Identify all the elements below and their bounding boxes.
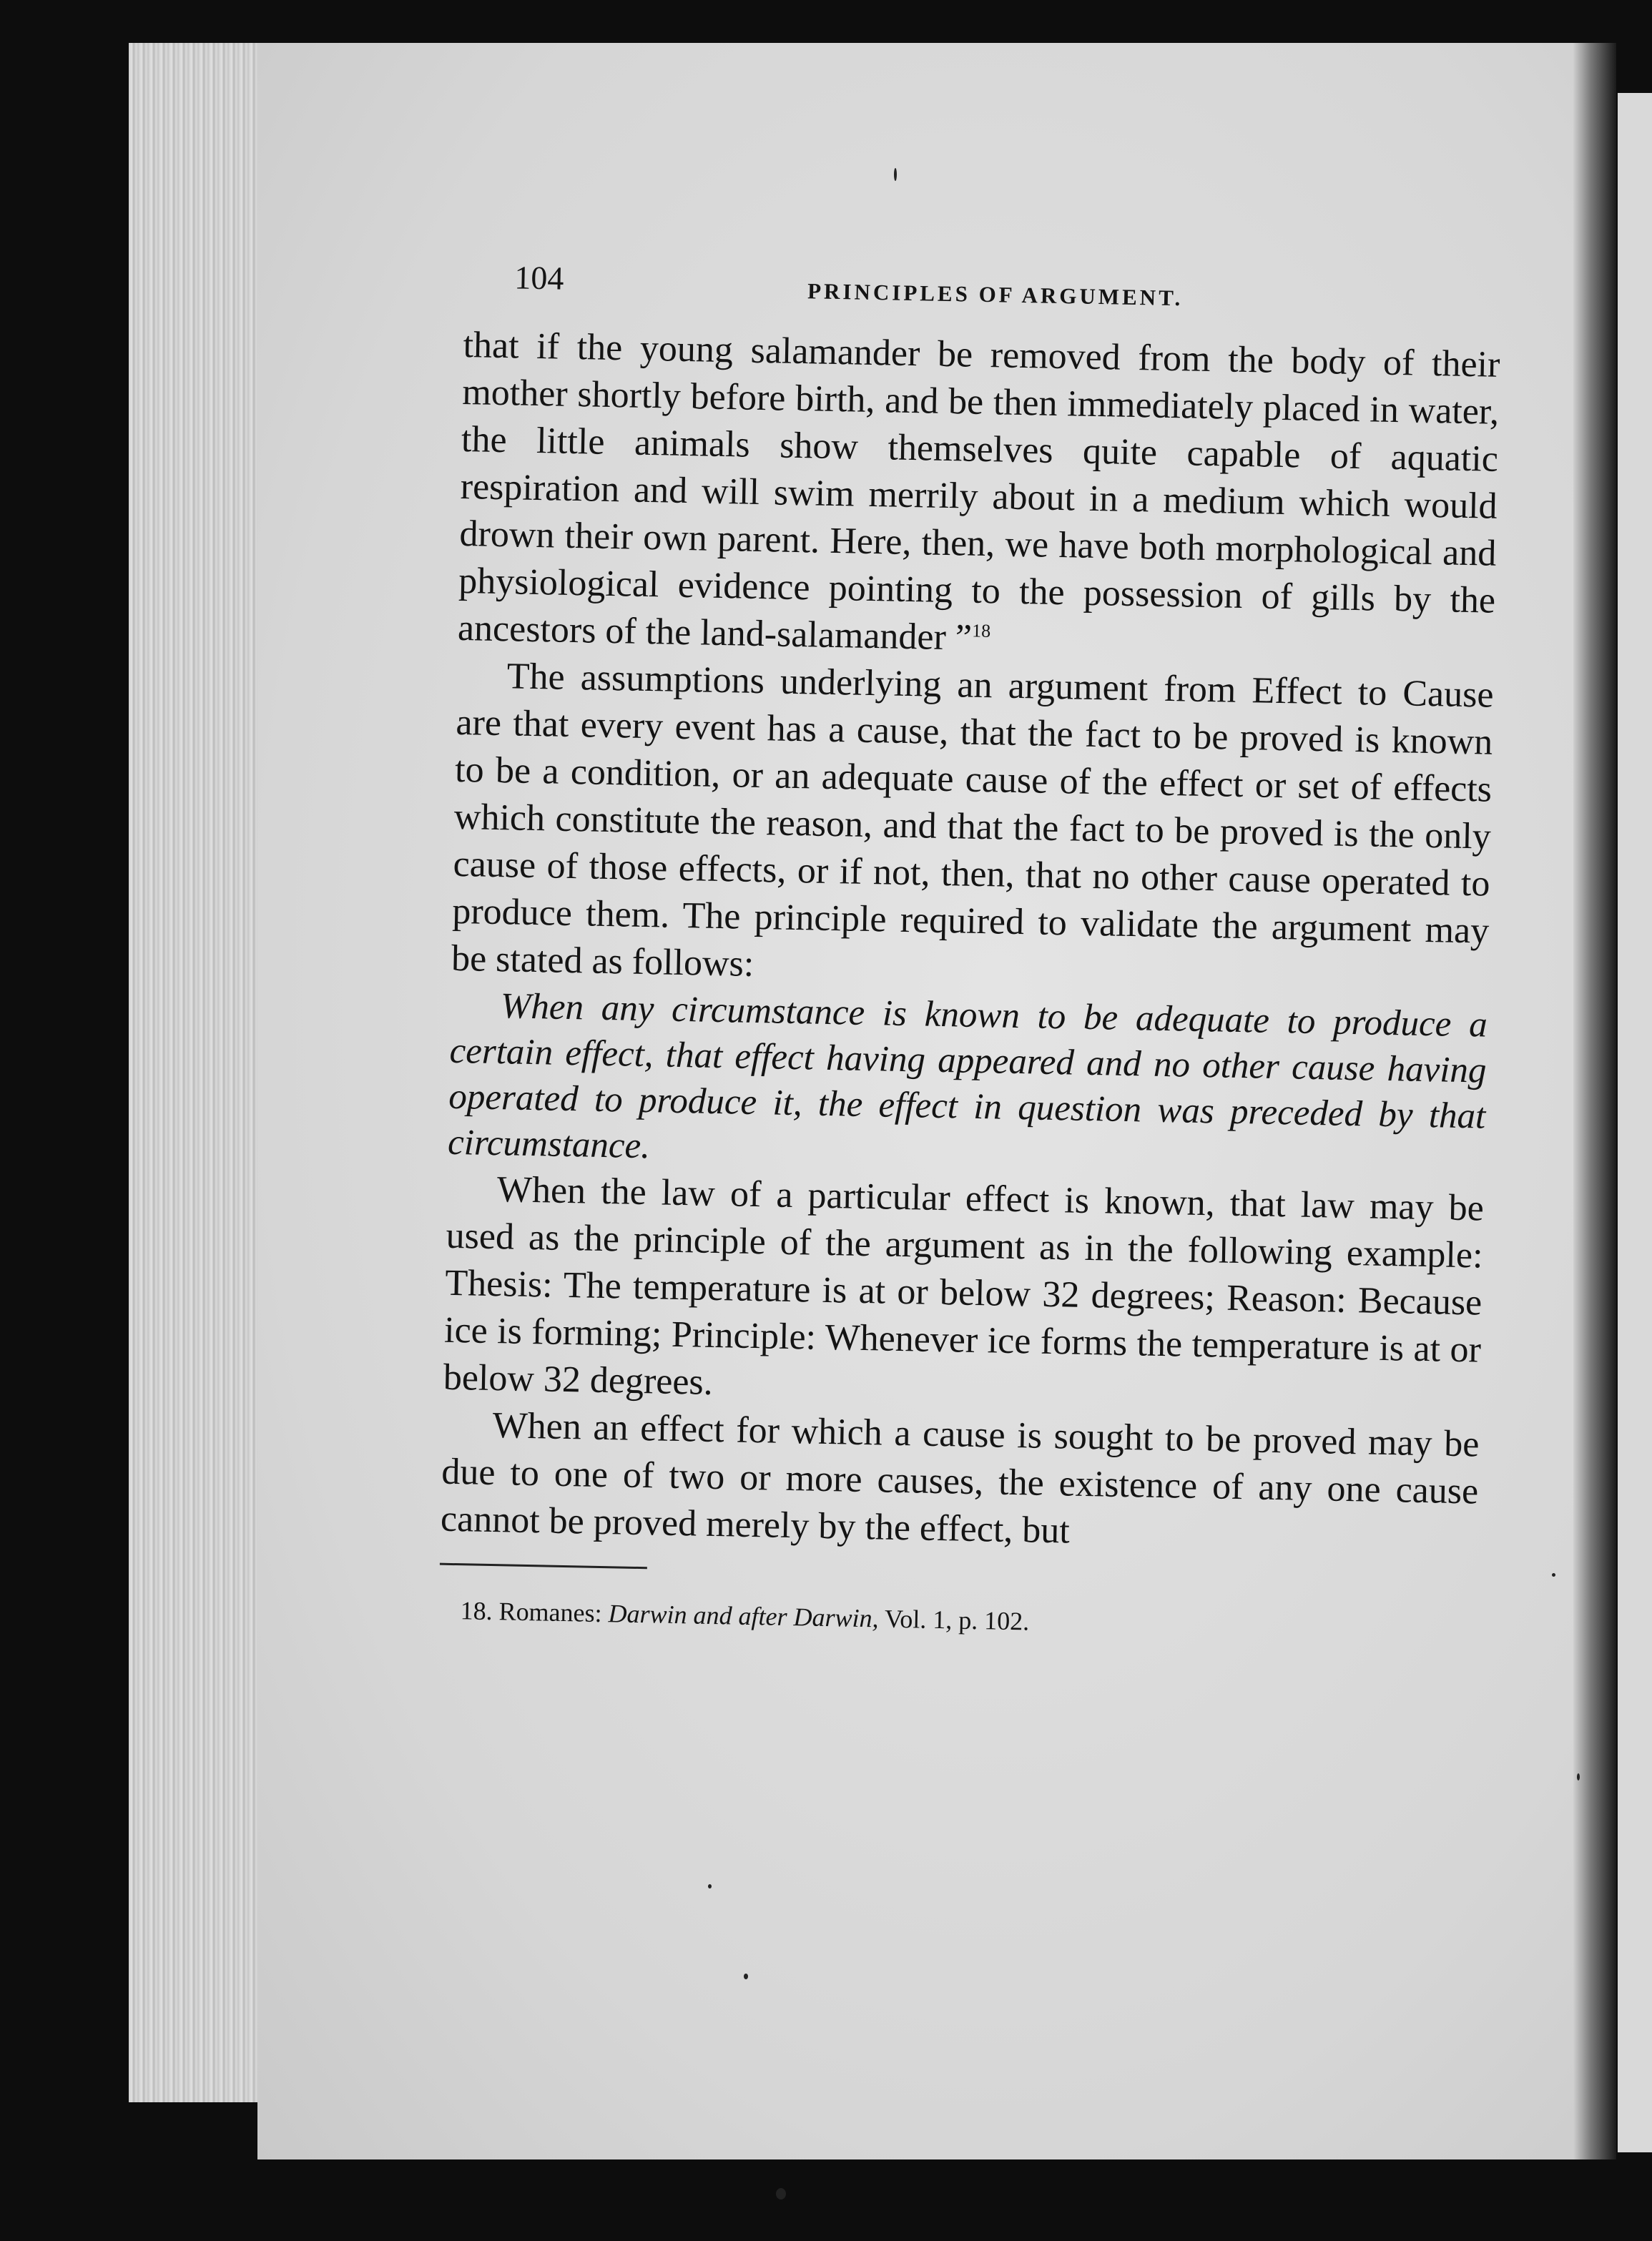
paragraph-continuation [457,322,1500,672]
footnote-author: Romanes: [498,1597,603,1628]
running-head: PRINCIPLES OF ARGUMENT. [807,278,1184,311]
page-number: 104 [513,259,564,297]
principle-statement: When any circumstance is known to be adequate to produce a certain effect, that effect having appeared and no other cause having operated to produce it, the effect in question was preceded by that circumstance. [447,986,1488,1167]
gutter-shadow [1573,43,1616,2159]
page-content [438,257,1501,1646]
footnote-location: Vol. 1, p. 102. [884,1604,1030,1636]
paragraph-law-example: When the law of a particular effect is known, that law may be used as the principle of the argument as in the following example: Thesis: The temperature is at or below 32 degrees; Reason: Because ice is forming; Principle: Whenever ice forms the temperature is at or below 32 degrees. [443,1169,1485,1403]
footnote-title: Darwin and after Darwin, [608,1599,879,1633]
facing-page-edge [1618,93,1652,2152]
footnote-number: 18. [460,1596,493,1626]
page-stack-edge [129,43,273,2102]
paragraph-text: that if the young salamander be removed from the body of their mother shortly before birth, and be then immediately placed in water, the little animals show themselves quite capable of aquatic respiration and will swim merrily about in a medium which would drown their own parent. Here, then, we have both morphological and physiological evidence pointing to the possession of gills by the ancestors of the land-salamander ” [457,324,1500,659]
footnote-reference: 18 [971,620,991,641]
paragraph-multiple-causes: When an effect for which a cause is sought to be proved may be due to one of two or more causes, the existence of any one cause cannot be proved merely by the effect, but [440,1405,1480,1552]
footnote-rule [440,1563,647,1570]
paragraph-assumptions: The assumptions underlying an argument from Effect to Cause are that every event has a cause, that the fact to be proved is known to be a condition, or an adequate cause of the effect or set of effects which constitute the reason, and that the fact to be proved is the only cause of those effects, or if not, then, that no other cause operated to produce them. The principle required to validate the argument may be stated as follows: [451,656,1495,985]
